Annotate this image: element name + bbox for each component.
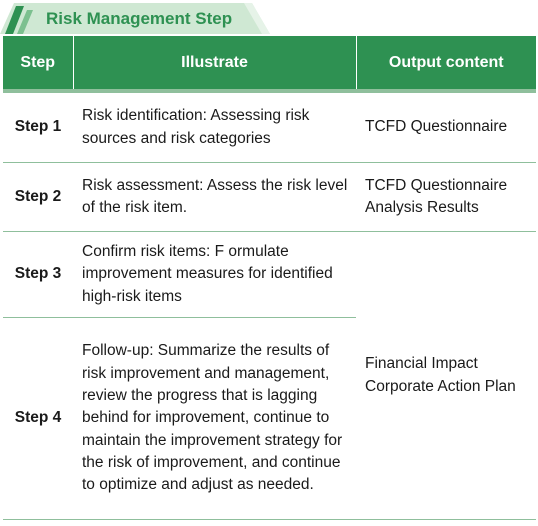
table-row [3, 91, 536, 163]
step-label: Step 3 [3, 232, 73, 318]
step-output: Financial Impact Corporate Action Plan [356, 232, 536, 520]
step-output: TCFD Questionnaire Analysis Results [356, 163, 536, 232]
table-row [3, 163, 536, 232]
step-label: Step 1 [3, 91, 73, 163]
header-output-content: Output content [356, 36, 536, 91]
page-title: Risk Management Step [46, 9, 233, 28]
table-row [3, 232, 536, 318]
header-step: Step [3, 36, 73, 91]
risk-steps-table [3, 36, 536, 520]
table-header-row [3, 36, 536, 91]
step-description: Risk identification: Assessing risk sources and risk categories [73, 91, 356, 163]
step-output: TCFD Questionnaire [356, 91, 536, 163]
step-description: Follow-up: Summarize the results of risk improvement and management, review the progress that is lagging behind for improvement, continue to maintain the improvement strategy for the risk of improvement, and continue to optimize and adjust as needed. [73, 318, 356, 520]
header-illustrate: Illustrate [73, 36, 356, 91]
title-tab [0, 0, 270, 34]
step-description: Risk assessment: Assess the risk level of the risk item. [73, 163, 356, 232]
step-label: Step 4 [3, 318, 73, 520]
step-label: Step 2 [3, 163, 73, 232]
step-description: Confirm risk items: F ormulate improvement measures for identified high-risk items [73, 232, 356, 318]
